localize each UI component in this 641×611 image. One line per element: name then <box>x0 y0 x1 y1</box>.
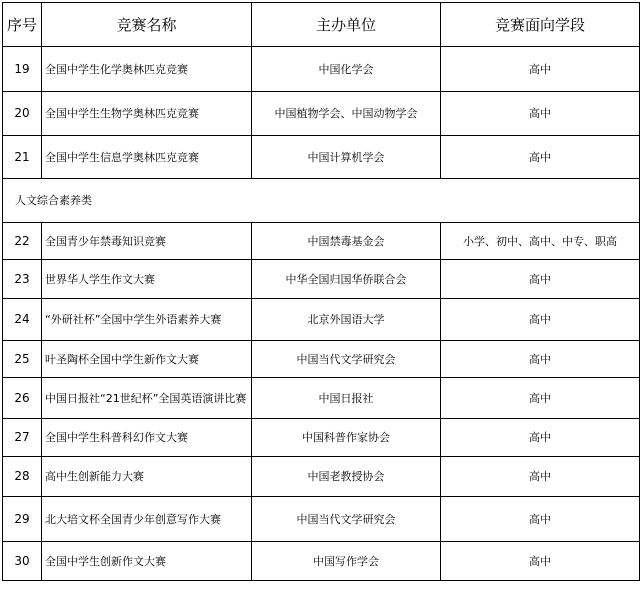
row-name: 叶圣陶杯全国中学生新作文大赛 <box>42 341 252 378</box>
row-number: 26 <box>3 378 42 419</box>
competition-table <box>2 2 640 581</box>
row-number: 22 <box>3 223 42 260</box>
table-row <box>3 299 640 341</box>
row-number: 20 <box>3 92 42 136</box>
row-number: 19 <box>3 47 42 92</box>
row-organizer: 北京外国语大学 <box>252 299 441 341</box>
table-row <box>3 223 640 260</box>
section-label: 人文综合素养类 <box>3 179 640 223</box>
row-organizer: 中国当代文学研究会 <box>252 341 441 378</box>
row-number: 24 <box>3 299 42 341</box>
row-organizer: 中国禁毒基金会 <box>252 223 441 260</box>
row-name: 全国中学生生物学奥林匹克竞赛 <box>42 92 252 136</box>
section-row <box>3 179 640 223</box>
header-number: 序号 <box>3 3 42 47</box>
table-row <box>3 260 640 299</box>
table-header-row <box>3 3 640 47</box>
row-stage: 高中 <box>441 419 640 457</box>
row-stage: 高中 <box>441 542 640 581</box>
row-organizer: 中国老教授协会 <box>252 457 441 497</box>
row-number: 29 <box>3 497 42 542</box>
row-number: 27 <box>3 419 42 457</box>
table-row <box>3 136 640 179</box>
row-stage: 高中 <box>441 497 640 542</box>
table-row <box>3 378 640 419</box>
row-name: 世界华人学生作文大赛 <box>42 260 252 299</box>
table-row <box>3 341 640 378</box>
row-name: 全国青少年禁毒知识竞赛 <box>42 223 252 260</box>
table-row <box>3 457 640 497</box>
row-stage: 小学、初中、高中、中专、职高 <box>441 223 640 260</box>
row-stage: 高中 <box>441 378 640 419</box>
row-organizer: 中国计算机学会 <box>252 136 441 179</box>
row-stage: 高中 <box>441 47 640 92</box>
row-stage: 高中 <box>441 260 640 299</box>
table-row <box>3 497 640 542</box>
row-number: 30 <box>3 542 42 581</box>
row-name: “外研社杯”全国中学生外语素养大赛 <box>42 299 252 341</box>
row-number: 28 <box>3 457 42 497</box>
header-name: 竞赛名称 <box>42 3 252 47</box>
row-name: 全国中学生创新作文大赛 <box>42 542 252 581</box>
row-organizer: 中国当代文学研究会 <box>252 497 441 542</box>
row-name: 全国中学生科普科幻作文大赛 <box>42 419 252 457</box>
row-name: 全国中学生信息学奥林匹克竞赛 <box>42 136 252 179</box>
row-name: 高中生创新能力大赛 <box>42 457 252 497</box>
row-organizer: 中华全国归国华侨联合会 <box>252 260 441 299</box>
row-stage: 高中 <box>441 341 640 378</box>
row-number: 23 <box>3 260 42 299</box>
row-organizer: 中国写作学会 <box>252 542 441 581</box>
row-stage: 高中 <box>441 136 640 179</box>
row-organizer: 中国科普作家协会 <box>252 419 441 457</box>
row-name: 中国日报社“21世纪杯”全国英语演讲比赛 <box>42 378 252 419</box>
row-organizer: 中国化学会 <box>252 47 441 92</box>
table-row <box>3 47 640 92</box>
row-organizer: 中国日报社 <box>252 378 441 419</box>
header-stage: 竞赛面向学段 <box>441 3 640 47</box>
row-organizer: 中国植物学会、中国动物学会 <box>252 92 441 136</box>
row-stage: 高中 <box>441 299 640 341</box>
header-organizer: 主办单位 <box>252 3 441 47</box>
row-name: 全国中学生化学奥林匹克竞赛 <box>42 47 252 92</box>
row-number: 21 <box>3 136 42 179</box>
row-stage: 高中 <box>441 92 640 136</box>
row-stage: 高中 <box>441 457 640 497</box>
row-name: 北大培文杯全国青少年创意写作大赛 <box>42 497 252 542</box>
row-number: 25 <box>3 341 42 378</box>
table-row <box>3 419 640 457</box>
table-row <box>3 542 640 581</box>
table-row <box>3 92 640 136</box>
